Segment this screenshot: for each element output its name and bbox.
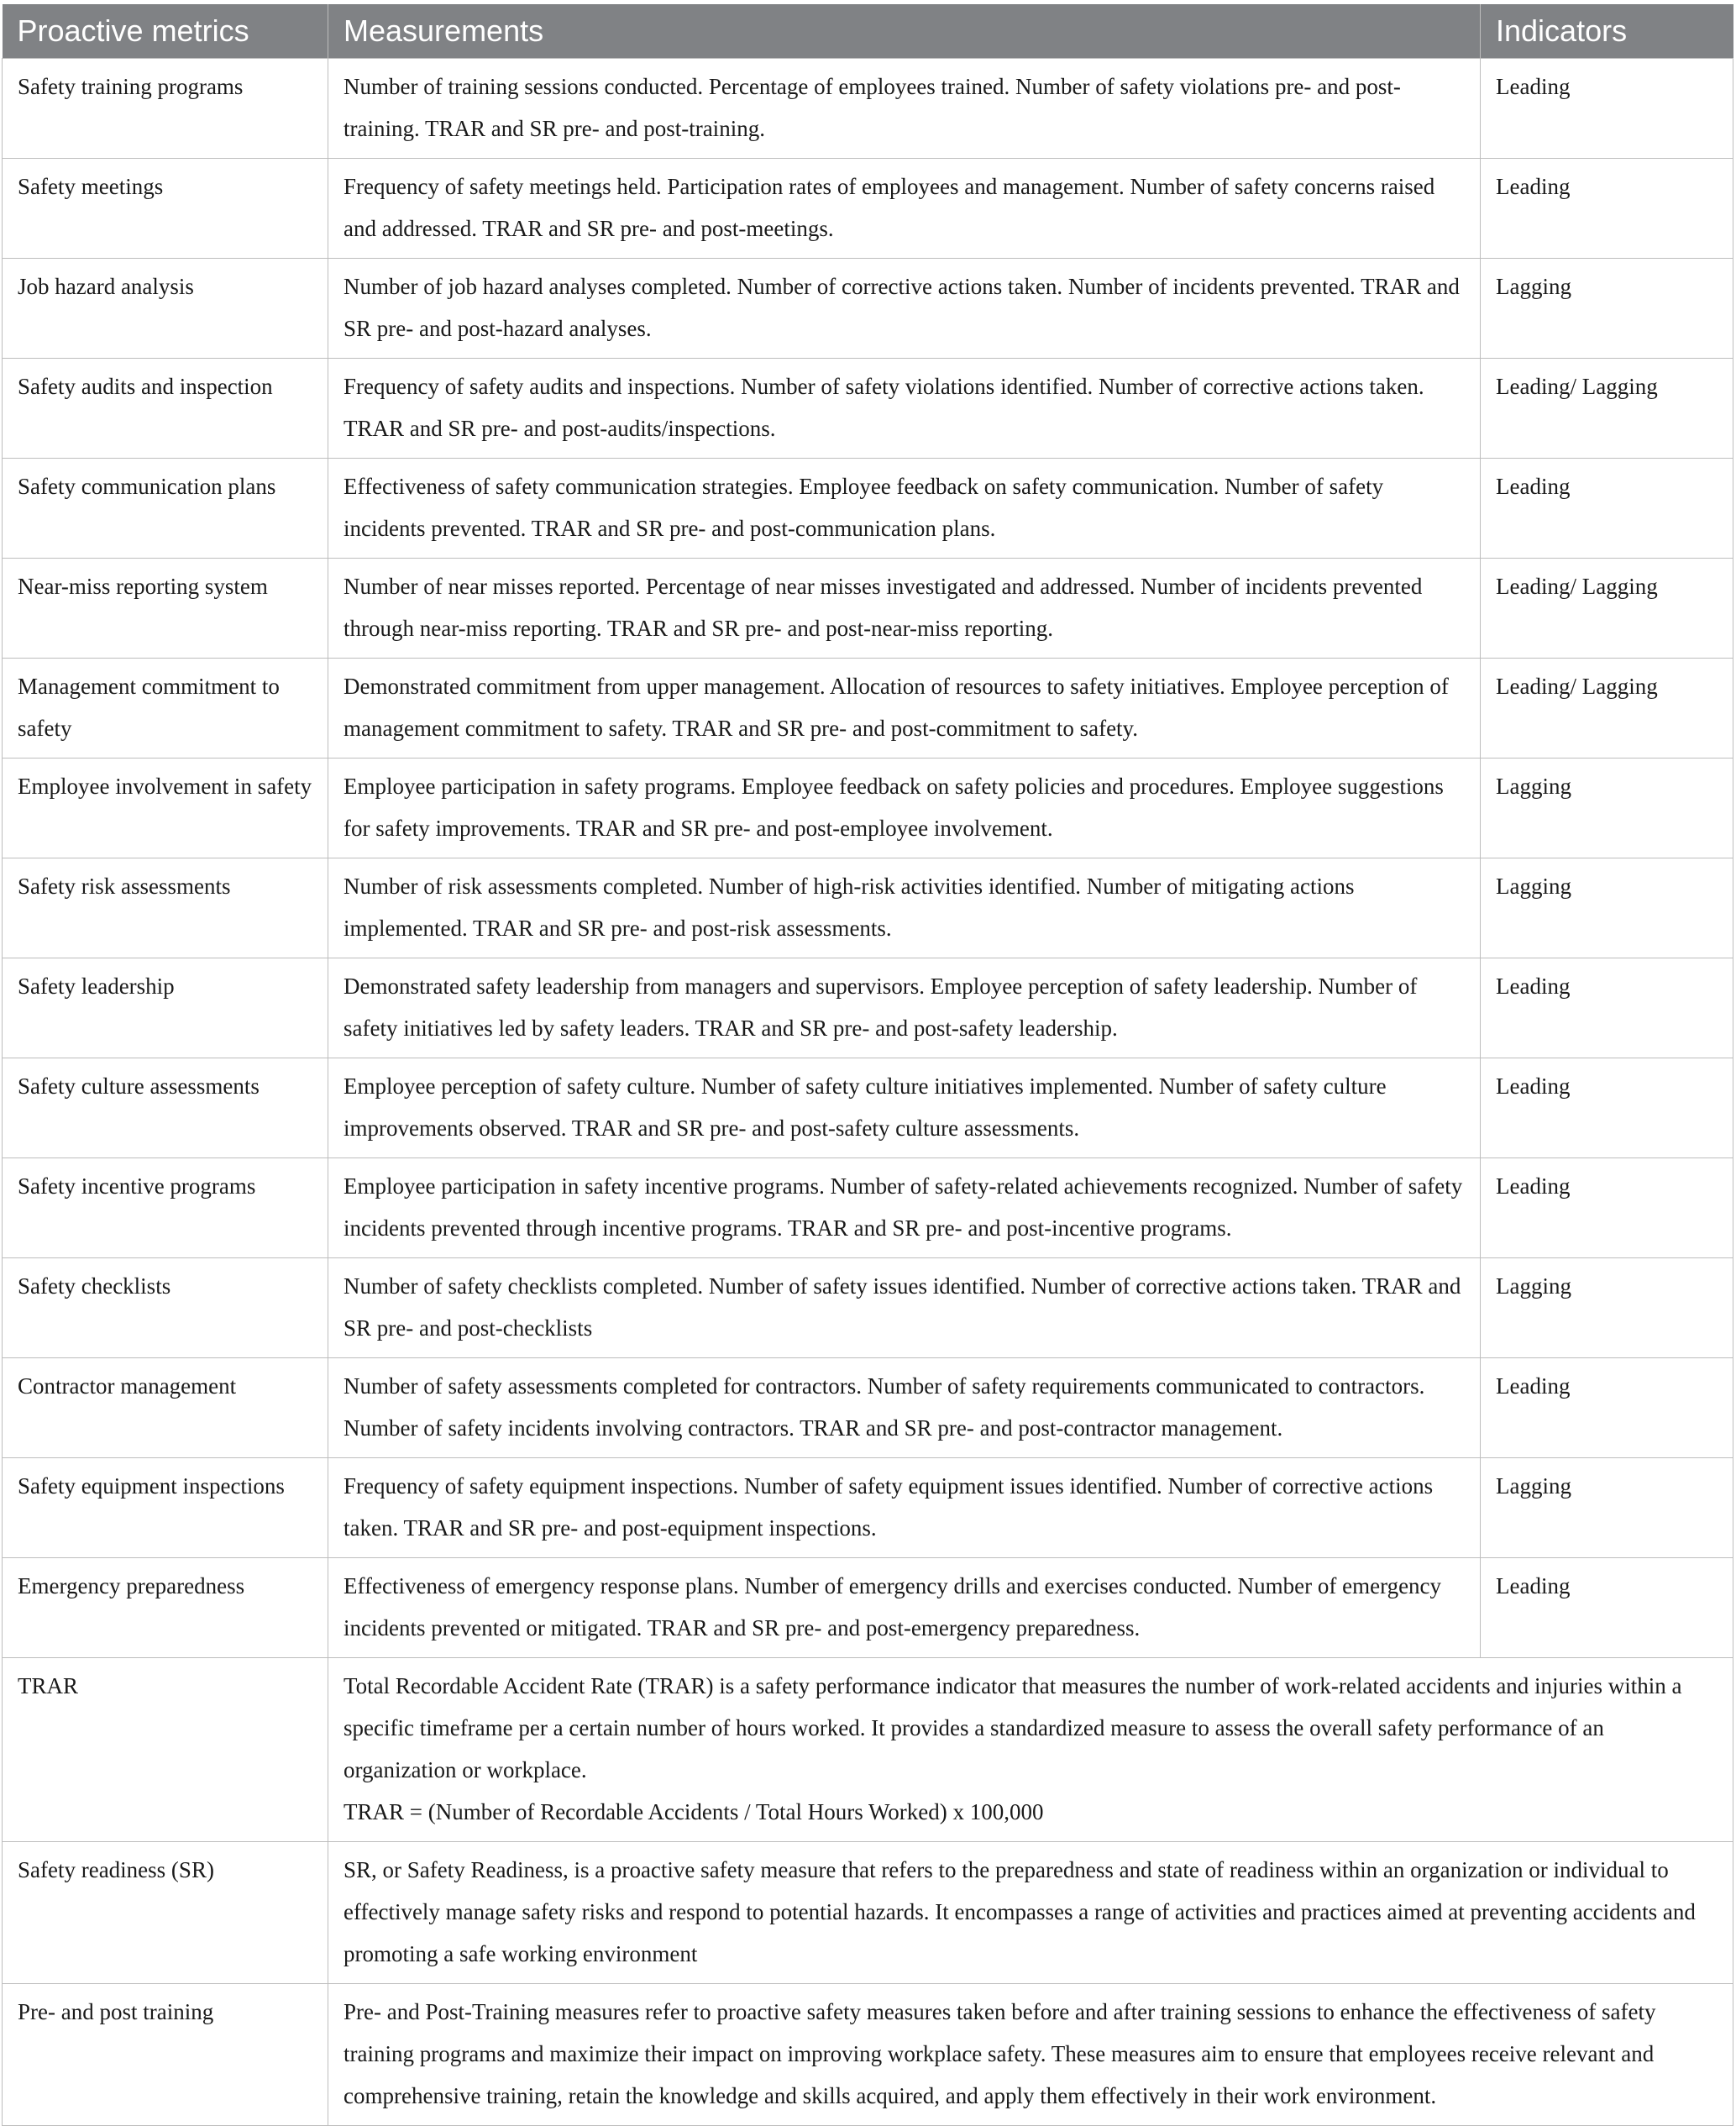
indicator-cell: Lagging [1481,259,1733,359]
table-row [3,459,1733,559]
header-proactive-metrics: Proactive metrics [3,4,328,59]
measurement-cell: Demonstrated commitment from upper management. Allocation of resources to safety initiatives. Employee perception of management commitment to safety. TRAR and SR pre- and post-commitment to safety. [328,659,1481,759]
definition-text-cell [328,1658,1733,1842]
measurement-cell: Frequency of safety audits and inspections. Number of safety violations identified. Number of corrective actions taken. TRAR and SR pre- and post-audits/inspections. [328,359,1481,459]
metric-cell: Job hazard analysis [3,259,328,359]
metric-cell: Safety culture assessments [3,1058,328,1158]
table-row [3,1458,1733,1558]
metric-cell: Safety leadership [3,958,328,1058]
measurement-cell: Number of safety checklists completed. Number of safety issues identified. Number of corrective actions taken. TRAR and SR pre- and post-checklists [328,1258,1481,1358]
definition-row-sr [3,1842,1733,1984]
metric-cell: Safety risk assessments [3,858,328,958]
definition-row-pre-post-training [3,1984,1733,2126]
definition-text: SR, or Safety Readiness, is a proactive safety measure that refers to the preparedness and state of readiness within an organization or individual to effectively manage safety risks and respond to potential hazards. It encompasses a range of activities and practices aimed at preventing accidents and promoting a safe working environment [328,1842,1733,1984]
metric-cell: Safety audits and inspection [3,359,328,459]
measurement-cell: Employee perception of safety culture. Number of safety culture initiatives implemented. Number of safety culture improvements observed. TRAR and SR pre- and post-safety culture assessments. [328,1058,1481,1158]
metric-cell: Safety meetings [3,159,328,259]
measurement-cell: Effectiveness of emergency response plans. Number of emergency drills and exercises conducted. Number of emergency incidents prevented or mitigated. TRAR and SR pre- and post-emergency preparedness. [328,1558,1481,1658]
definition-term: Pre- and post training [3,1984,328,2126]
measurement-cell: Effectiveness of safety communication strategies. Employee feedback on safety communication. Number of safety incidents prevented. TRAR and SR pre- and post-communication plans. [328,459,1481,559]
indicator-cell: Leading/ Lagging [1481,659,1733,759]
table-row [3,359,1733,459]
table-row [3,59,1733,159]
measurement-cell: Number of safety assessments completed for contractors. Number of safety requirements communicated to contractors. Number of safety incidents involving contractors. TRAR and SR pre- and post-contractor management. [328,1358,1481,1458]
table-row [3,1258,1733,1358]
table-row [3,259,1733,359]
definition-row-trar [3,1658,1733,1842]
definition-term: TRAR [3,1658,328,1842]
definition-term: Safety readiness (SR) [3,1842,328,1984]
header-measurements: Measurements [328,4,1481,59]
indicator-cell: Leading [1481,459,1733,559]
indicator-cell: Leading/ Lagging [1481,359,1733,459]
indicator-cell: Lagging [1481,1258,1733,1358]
metric-cell: Safety training programs [3,59,328,159]
indicator-cell: Leading [1481,1558,1733,1658]
table-row [3,659,1733,759]
measurement-cell: Employee participation in safety incentive programs. Number of safety-related achievements recognized. Number of safety incidents prevented through incentive programs. TRAR and SR pre- and post-incentive programs. [328,1158,1481,1258]
metric-cell: Management commitment to safety [3,659,328,759]
measurement-cell: Frequency of safety equipment inspections. Number of safety equipment issues identified. Number of corrective actions taken. TRAR and SR pre- and post-equipment inspections. [328,1458,1481,1558]
indicator-cell: Leading [1481,958,1733,1058]
measurement-cell: Demonstrated safety leadership from managers and supervisors. Employee perception of safety leadership. Number of safety initiatives led by safety leaders. TRAR and SR pre- and post-safety leadership. [328,958,1481,1058]
indicator-cell: Leading [1481,59,1733,159]
indicator-cell: Lagging [1481,858,1733,958]
table-row [3,159,1733,259]
indicator-cell: Leading [1481,1358,1733,1458]
table-header [3,4,1733,59]
indicator-cell: Leading/ Lagging [1481,559,1733,659]
table-row [3,1558,1733,1658]
indicator-cell: Lagging [1481,1458,1733,1558]
table-row [3,1358,1733,1458]
trar-formula: TRAR = (Number of Recordable Accidents / Total Hours Worked) x 100,000 [344,1799,1044,1824]
measurement-cell: Frequency of safety meetings held. Participation rates of employees and management. Number of safety concerns raised and addressed. TRAR and SR pre- and post-meetings. [328,159,1481,259]
header-indicators: Indicators [1481,4,1733,59]
indicator-cell: Lagging [1481,759,1733,858]
indicator-cell: Leading [1481,159,1733,259]
measurement-cell: Number of risk assessments completed. Number of high-risk activities identified. Number of mitigating actions implemented. TRAR and SR pre- and post-risk assessments. [328,858,1481,958]
table-row [3,559,1733,659]
definition-text: Pre- and Post-Training measures refer to proactive safety measures taken before and after training sessions to enhance the effectiveness of safety training programs and maximize their impact on improving workplace safety. These measures aim to ensure that employees receive relevant and comprehensive training, retain the knowledge and skills acquired, and apply them effectively in their work environment. [328,1984,1733,2126]
measurement-cell: Employee participation in safety programs. Employee feedback on safety policies and procedures. Employee suggestions for safety improvements. TRAR and SR pre- and post-employee involvement. [328,759,1481,858]
measurement-cell: Number of training sessions conducted. Percentage of employees trained. Number of safety violations pre- and post-training. TRAR and SR pre- and post-training. [328,59,1481,159]
table-row [3,1058,1733,1158]
table-row [3,759,1733,858]
metric-cell: Contractor management [3,1358,328,1458]
table-row [3,858,1733,958]
table-body [3,59,1733,2126]
metric-cell: Safety incentive programs [3,1158,328,1258]
metric-cell: Safety checklists [3,1258,328,1358]
metric-cell: Near-miss reporting system [3,559,328,659]
table-row [3,958,1733,1058]
indicator-cell: Leading [1481,1058,1733,1158]
metric-cell: Safety equipment inspections [3,1458,328,1558]
header-row [3,4,1733,59]
metric-cell: Emergency preparedness [3,1558,328,1658]
table-row [3,1158,1733,1258]
metric-cell: Employee involvement in safety [3,759,328,858]
indicator-cell: Leading [1481,1158,1733,1258]
metric-cell: Safety communication plans [3,459,328,559]
proactive-metrics-table [2,4,1733,2126]
measurement-cell: Number of job hazard analyses completed. Number of corrective actions taken. Number of incidents prevented. TRAR and SR pre- and post-hazard analyses. [328,259,1481,359]
measurement-cell: Number of near misses reported. Percentage of near misses investigated and addressed. Number of incidents prevented through near-miss reporting. TRAR and SR pre- and post-near-miss reporting. [328,559,1481,659]
definition-text: Total Recordable Accident Rate (TRAR) is a safety performance indicator that measures the number of work-related accidents and injuries within a specific timeframe per a certain number of hours worked. It provides a standardized measure to assess the overall safety performance of an organization or workplace. [344,1673,1682,1782]
